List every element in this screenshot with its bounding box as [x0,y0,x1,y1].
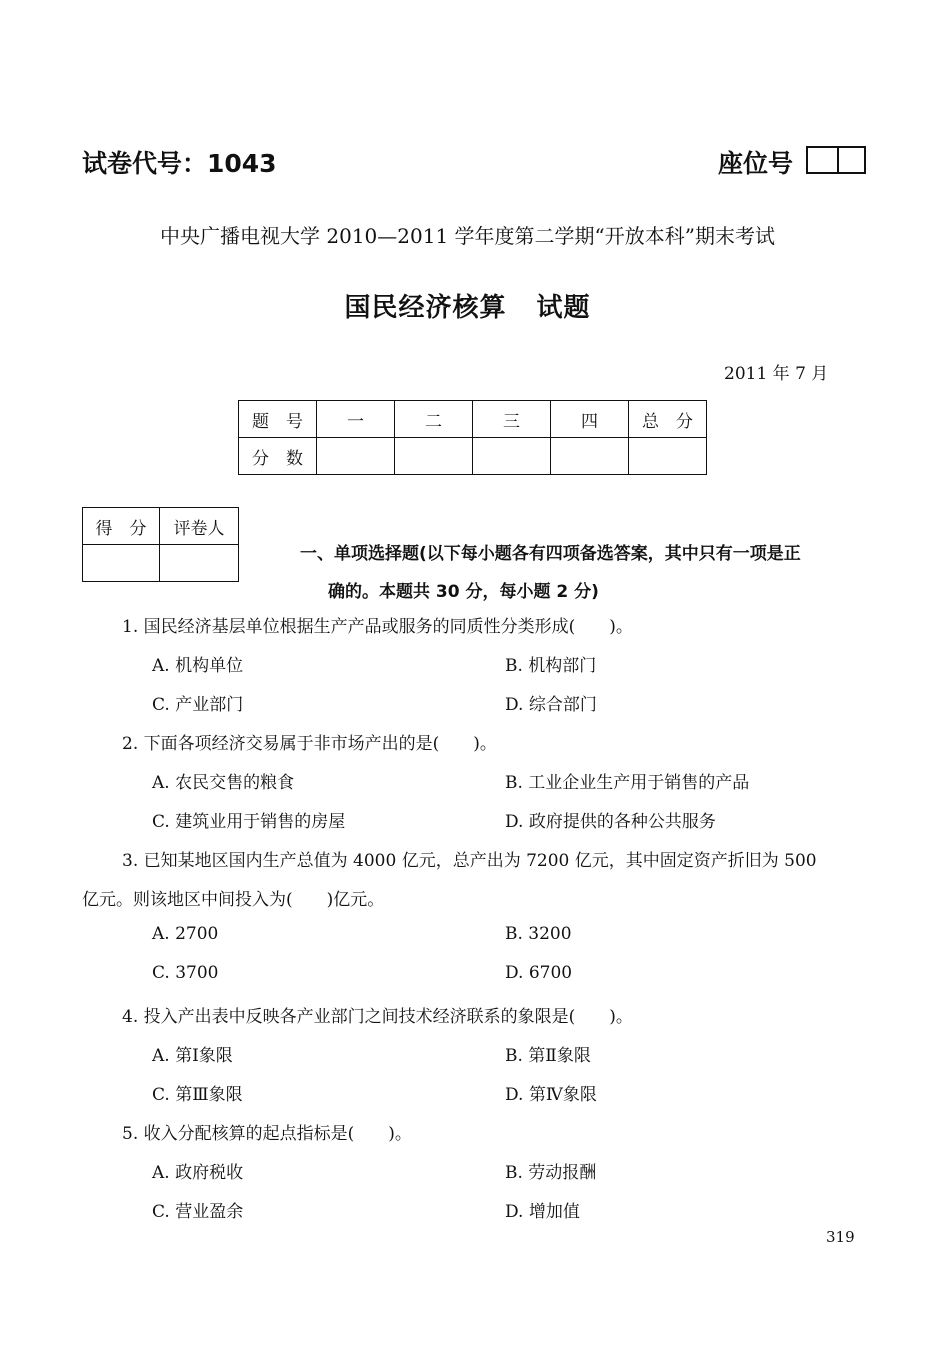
question-option: D. 第Ⅳ象限 [505,1085,597,1105]
question-stem: 1. 国民经济基层单位根据生产产品或服务的同质性分类形成( )。 [122,617,633,637]
section-heading-line2: 确的。本题共 30 分，每小题 2 分) [328,582,599,602]
exam-date: 2011 年 7 月 [724,364,829,384]
question-option: B. 劳动报酬 [505,1163,597,1183]
score-entry-cell[interactable] [551,438,629,475]
university-line: 中央广播电视大学 2010—2011 学年度第二学期“开放本科”期末考试 [160,224,775,248]
question-option: D. 综合部门 [505,695,597,715]
question-option: A. 机构单位 [152,656,244,676]
question-option: C. 第Ⅲ象限 [152,1085,243,1105]
section-heading [300,535,880,611]
grader-table-cell: 评卷人 [160,508,239,545]
question-option: D. 政府提供的各种公共服务 [505,812,716,832]
exam-title-subject: 国民经济核算 [344,293,507,323]
grader-entry-cell[interactable] [160,545,239,582]
question-option: A. 第Ⅰ象限 [152,1046,233,1066]
question-stem: 5. 收入分配核算的起点指标是( )。 [122,1124,412,1144]
paper-code: 试卷代号：1043 [82,149,277,178]
score-entry-cell[interactable] [395,438,473,475]
question-stem: 4. 投入产出表中反映各产业部门之间技术经济联系的象限是( )。 [122,1007,633,1027]
score-table-cell: 总 分 [629,401,707,438]
grader-table [82,507,239,582]
exam-title [0,287,935,324]
score-table-cell: 分 数 [239,438,317,475]
grader-table-cell: 得 分 [83,508,160,545]
score-table-cell: 四 [551,401,629,438]
score-entry-cell[interactable] [317,438,395,475]
exam-title-suffix: 试题 [536,293,591,323]
question-option: D. 6700 [505,963,573,983]
question-option: B. 第Ⅱ象限 [505,1046,591,1066]
score-table [238,400,707,475]
question-option: C. 建筑业用于销售的房屋 [152,812,346,832]
seat-number-boxes [806,146,866,174]
question-stem: 2. 下面各项经济交易属于非市场产出的是( )。 [122,734,497,754]
score-table-cell: 二 [395,401,473,438]
question-option: B. 3200 [505,924,572,944]
question-option: C. 营业盈余 [152,1202,244,1222]
score-table-cell: 题 号 [239,401,317,438]
question-option: D. 增加值 [505,1202,580,1222]
score-table-cell: 一 [317,401,395,438]
score-table-cell: 三 [473,401,551,438]
page-number: 319 [826,1228,855,1246]
score-entry-cell[interactable] [473,438,551,475]
question-option: A. 2700 [152,924,219,944]
score-entry-cell[interactable] [629,438,707,475]
question-option: B. 工业企业生产用于销售的产品 [505,773,750,793]
question-option: C. 3700 [152,963,219,983]
section-heading-line1: 一、单项选择题(以下每小题各有四项备选答案，其中只有一项是正 [300,544,801,564]
score-table-header-row [239,401,707,438]
seat-number-label: 座位号 [718,149,794,178]
question-stem-continued: 亿元。则该地区中间投入为( )亿元。 [82,890,385,910]
question-option: C. 产业部门 [152,695,244,715]
score-table-score-row [239,438,707,475]
question-option: A. 政府税收 [152,1163,244,1183]
question-option: A. 农民交售的粮食 [152,773,295,793]
question-option: B. 机构部门 [505,656,597,676]
grader-entry-cell[interactable] [83,545,160,582]
question-stem: 3. 已知某地区国内生产总值为 4000 亿元，总产出为 7200 亿元，其中固定资产折旧为 500 [122,851,817,871]
